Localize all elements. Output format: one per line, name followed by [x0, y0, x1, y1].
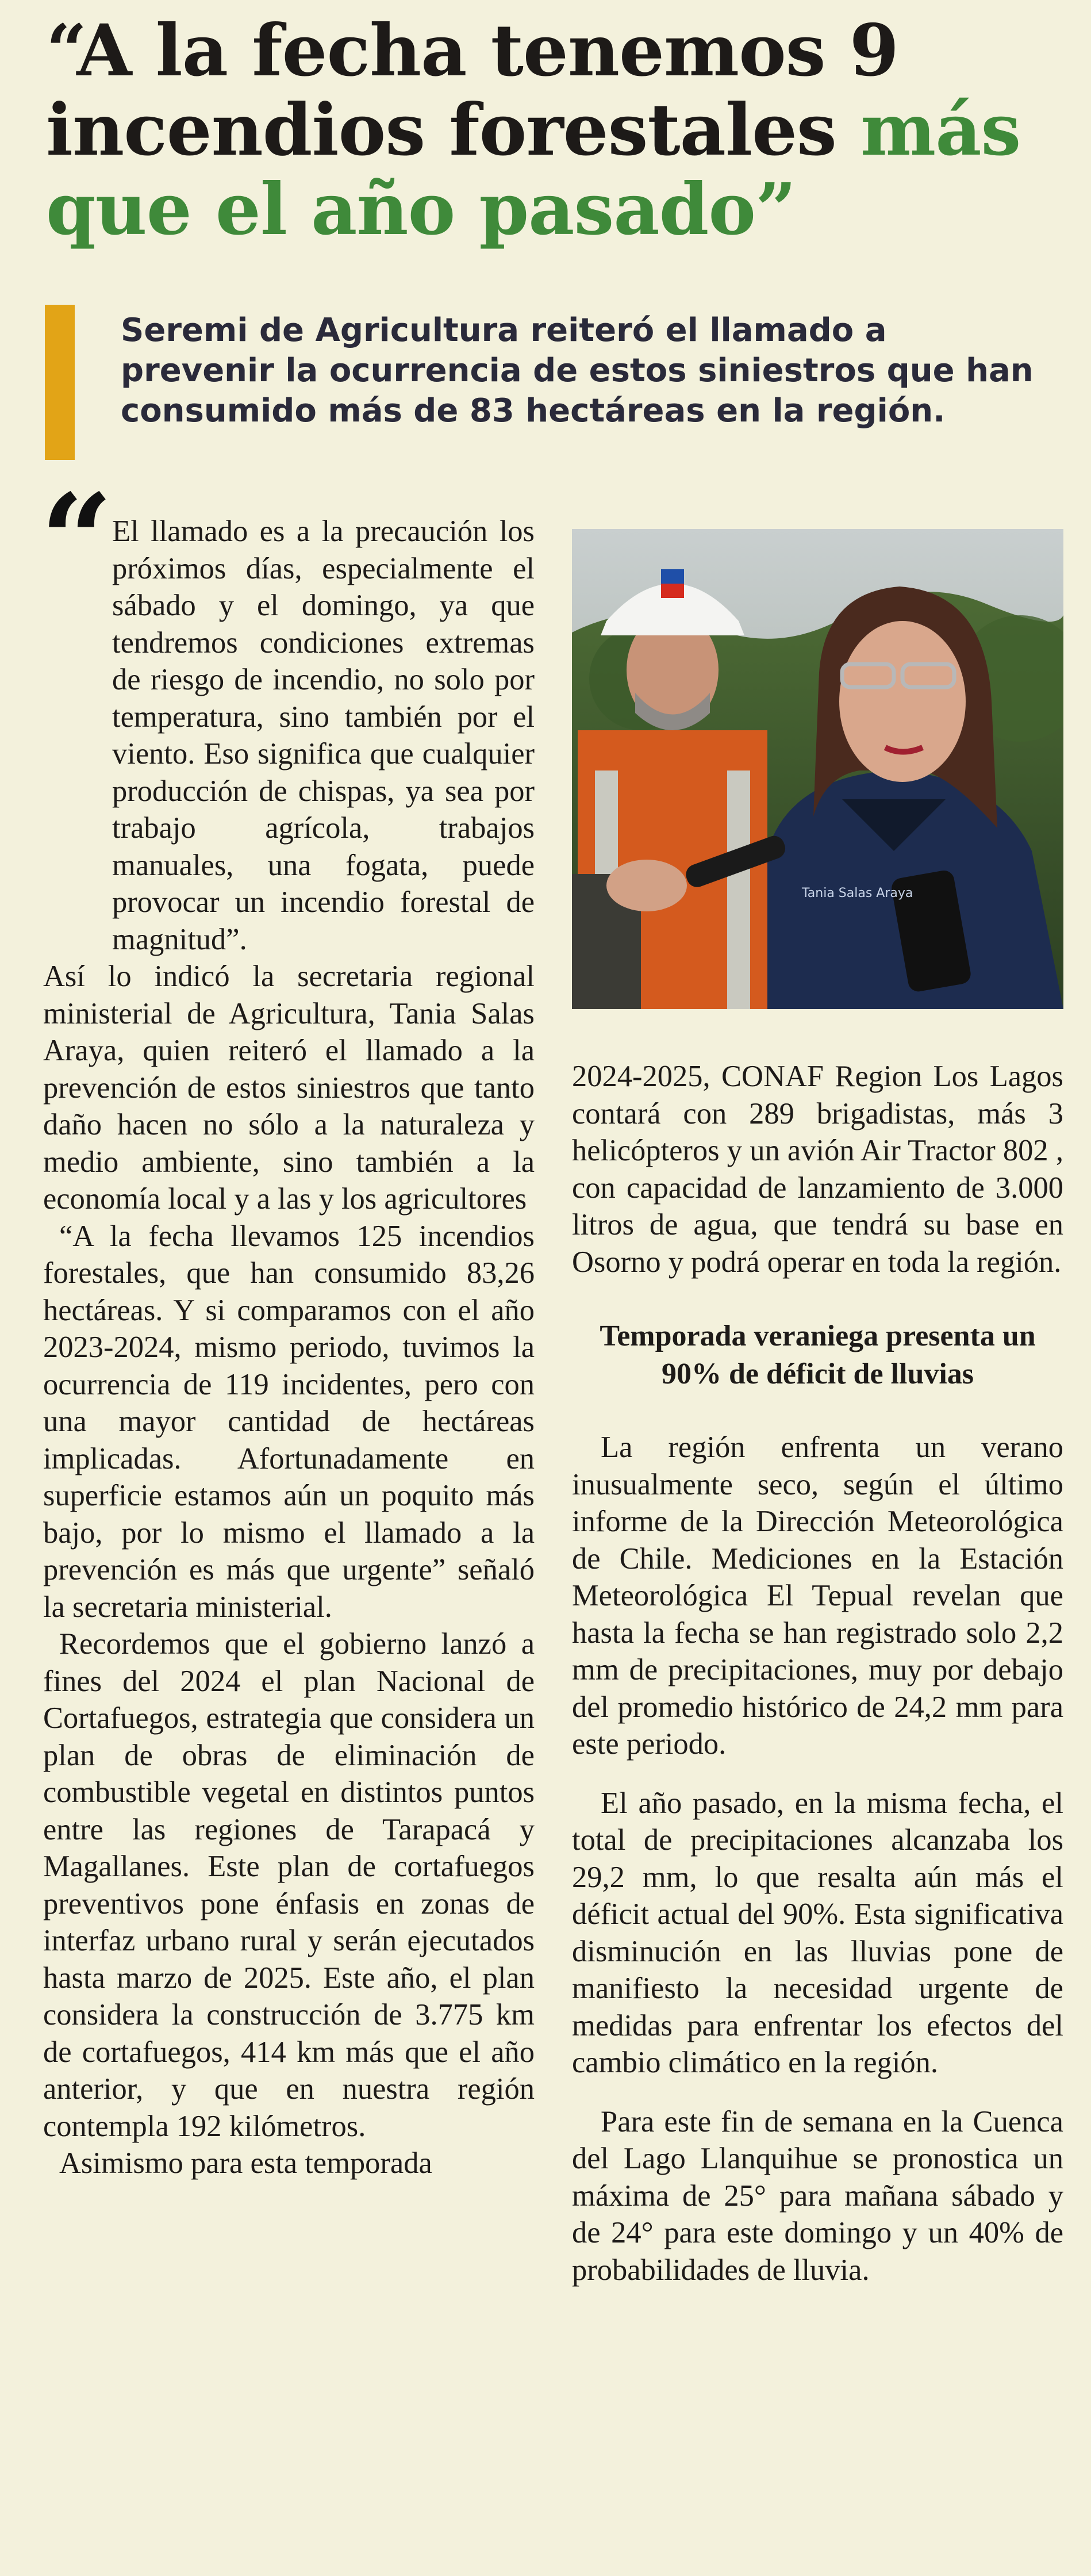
- paragraph-conaf: 2024-2025, CONAF Region Los Lagos contará con 289 brigadistas, más 3 helicópteros y un avión Air Tractor 802 , con capacidad de lanzamiento de 3.000 litros de agua, que tendrá su base en Osorno y podrá operar en toda la región.: [572, 1060, 1063, 1279]
- headline-black: “A la fecha tenemos 9 incendios forestales: [46, 9, 899, 172]
- paragraph-quote: El llamado es a la precaución los próximos días, especialmente el sábado y el domingo, ya que tendremos condiciones extremas de riesgo de incendio, no solo por temperatura, sino también por el viento. Eso significa que cualquier producción de chispas, ya sea por trabajo agrícola, trabajos manuales, una fogata, puede provocar un incendio forestal de magnitud”.: [112, 515, 535, 956]
- left-column: [43, 513, 535, 2182]
- photo-illustration: [572, 529, 1063, 1009]
- quote-mark-icon: “: [40, 466, 113, 615]
- lead-accent-bar: [45, 305, 75, 460]
- article-photo: [572, 529, 1063, 1009]
- paragraph-ano-pasado: El año pasado, en la misma fecha, el total de precipitaciones alcanzaba los 29,2 mm, lo que resalta aún más el déficit actual del 90%. Esta significativa disminución en las lluvias pone de manifiesto la necesidad urgente de medidas para enfrentar los efectos del cambio climático en la región.: [572, 1786, 1063, 2079]
- headline-green: más que el año pasado”: [46, 89, 1021, 251]
- paragraph-statistics: “A la fecha llevamos 125 incendios forestales, que han consumido 83,26 hectáreas. Y si comparamos con el año 2023-2024, mismo periodo, tuvimos la ocurrencia de 119 incidentes, pero con una mayor cantidad de hectáreas implicadas. Afortunadamente en superficie estamos aún un poquito más bajo, por lo mismo el llamado a la prevención es más que urgente” señaló la secretaria ministerial.: [43, 1219, 535, 1624]
- photo-jacket-label: Tania Salas Araya: [802, 886, 913, 900]
- paragraph-attribution: Así lo indicó la secretaria regional ministerial de Agricultura, Tania Salas Araya, quien reiteró el llamado a la prevención de estos siniestros que tanto daño hacen no sólo a la naturaleza y medio ambiente, sino también a la economía local y a las y los agricultores: [43, 960, 535, 1216]
- paragraph-verano-seco: La región enfrenta un verano inusualmente seco, según el último informe de la Dirección Meteorológica de Chile. Mediciones en la Estación Meteorológica El Tepual revelan que hasta la fecha se han registrado solo 2,2 mm de precipitaciones, muy por debajo del promedio histórico de 24,2 mm para este periodo.: [572, 1431, 1063, 1761]
- paragraph-cortafuegos: Recordemos que el gobierno lanzó a fines del 2024 el plan Nacional de Cortafuegos, estrategia que considera un plan de obras de eliminación de combustible vegetal en distintos puntos entre las regiones de Tarapacá y Magallanes. Este plan de cortafuegos preventivos pone énfasis en zonas de interfaz urbano rural y serán ejecutados hasta marzo de 2025. Este año, el plan considera la construcción de 3.775 km de cortafuegos, 414 km más que el año anterior, y que en nuestra región contempla 192 kilómetros.: [43, 1627, 535, 2143]
- subhead-deficit-lluvias: Temporada veraniega presenta un 90% de déficit de lluvias: [600, 1320, 1036, 1390]
- paragraph-temporada-start: Asimismo para esta temporada: [59, 2146, 432, 2180]
- paragraph-fin-de-semana: Para este fin de semana en la Cuenca del Lago Llanquihue se pronostica un máxima de 25° para mañana sábado y de 24° para este domingo y un 40% de probabilidades de lluvia.: [572, 2104, 1063, 2287]
- lead-paragraph: Seremi de Agricultura reiteró el llamado a prevenir la ocurrencia de estos siniestros que han consumido más de 83 hectáreas en la región.: [121, 312, 1034, 430]
- right-column: [572, 1058, 1063, 2288]
- headline: [46, 9, 1058, 251]
